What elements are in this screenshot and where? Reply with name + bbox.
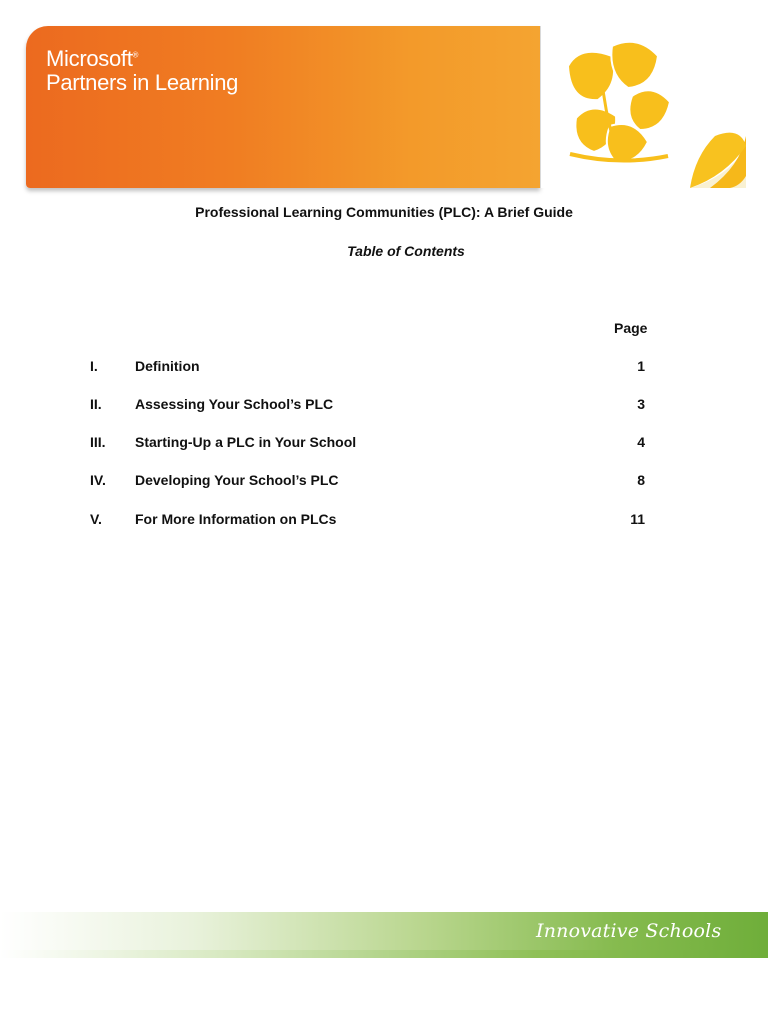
toc-number: I. <box>90 358 98 374</box>
toc-page-number: 8 <box>637 472 645 488</box>
toc-number: V. <box>90 511 102 527</box>
footer-banner <box>0 912 768 962</box>
toc-number: III. <box>90 434 106 450</box>
toc-row <box>0 358 768 378</box>
toc-row <box>0 511 768 531</box>
leaf-illustration-icon <box>540 26 746 188</box>
document-title: Professional Learning Communities (PLC): A Brief Guide <box>195 204 573 220</box>
toc-heading: Table of Contents <box>347 243 465 259</box>
toc-label: Starting-Up a PLC in Your School <box>135 434 357 450</box>
header-banner <box>26 26 746 188</box>
toc-page-number: 3 <box>637 396 645 412</box>
toc-page-number: 4 <box>637 434 645 450</box>
toc-number: II. <box>90 396 102 412</box>
toc-label: Assessing Your School’s PLC <box>135 396 334 412</box>
brand-subtitle: Partners in Learning <box>46 70 239 95</box>
footer-divider <box>0 950 768 958</box>
toc-row <box>0 434 768 454</box>
footer-text: Innovative Schools <box>536 920 722 942</box>
toc-row <box>0 396 768 416</box>
brand-panel <box>26 26 540 188</box>
brand-name: Microsoft® <box>46 46 139 71</box>
page-column-label: Page <box>614 320 648 336</box>
toc-label: Definition <box>135 358 200 374</box>
toc-page-number: 1 <box>637 358 645 374</box>
toc-label: For More Information on PLCs <box>135 511 337 527</box>
toc-label: Developing Your School’s PLC <box>135 472 339 488</box>
toc-page-number: 11 <box>630 511 645 527</box>
toc-row <box>0 472 768 492</box>
toc-number: IV. <box>90 472 106 488</box>
